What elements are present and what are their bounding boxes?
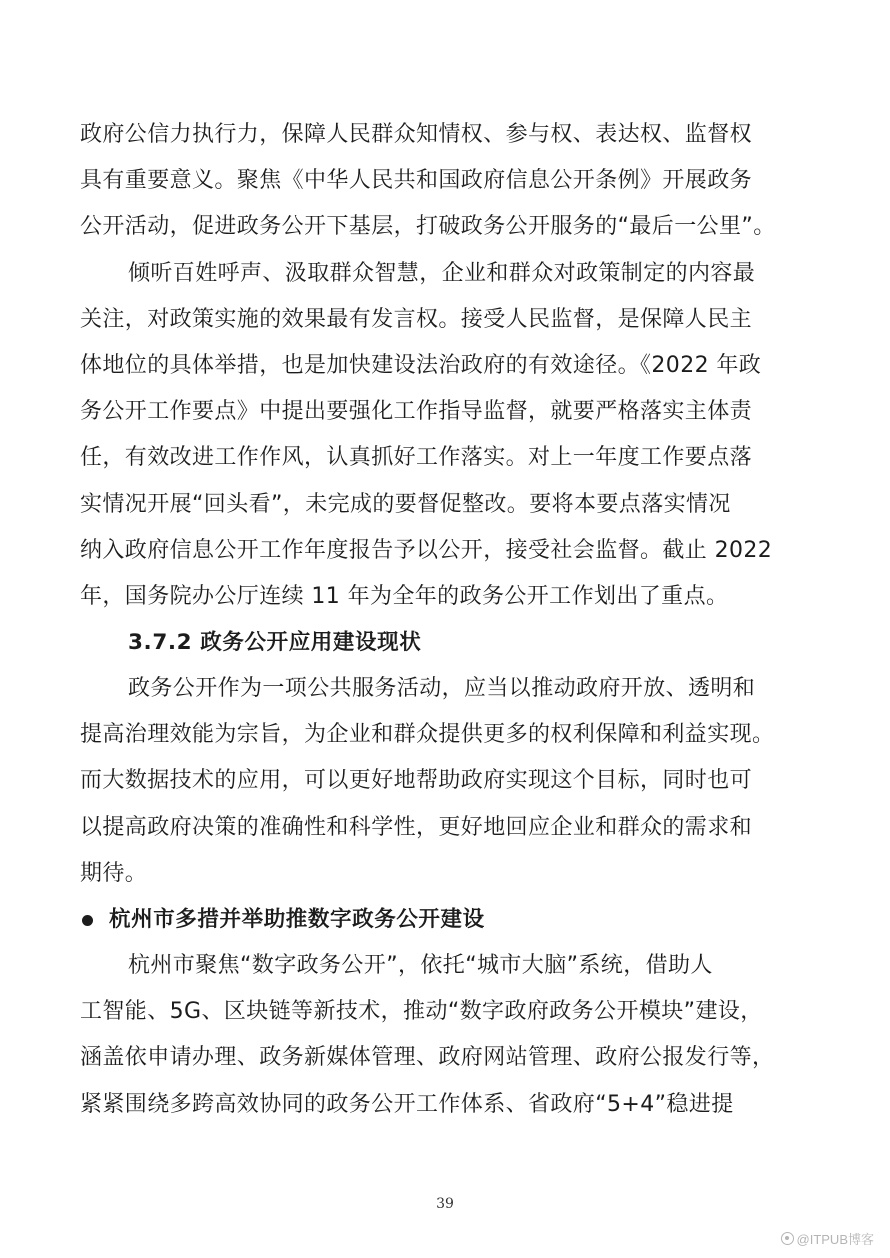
text-line: 以提高政府决策的准确性和科学性，更好地回应企业和群众的需求和 — [80, 814, 753, 840]
paragraph-1 — [80, 112, 800, 251]
text-line: 政府公信力执行力，保障人民群众知情权、参与权、表达权、监督权 — [80, 122, 753, 147]
document-body — [80, 112, 800, 1128]
text-line: 体地位的具体举措，也是加快建设法治政府的有效途径。《2022 年政 — [80, 352, 762, 378]
text-line: 杭州市聚焦“数字政务公开”，依托“城市大脑”系统，借助人 — [128, 953, 713, 978]
section-heading: 3.7.2 政务公开应用建设现状 — [128, 630, 422, 656]
bullet-heading-text: 杭州市多措并举助推数字政务公开建设 — [109, 907, 485, 932]
text-line: 政务公开作为一项公共服务活动，应当以推动政府开放、透明和 — [128, 676, 756, 702]
text-line: 纳入政府信息公开工作年度报告予以公开，接受社会监督。截止 2022 — [80, 537, 773, 563]
text-line: 工智能、5G、区块链等新技术，推动“数字政府政务公开模块”建设， — [80, 999, 763, 1025]
text-line: 提高治理效能为宗旨，为企业和群众提供更多的权利保障和利益实现。 — [80, 722, 775, 748]
text-line: 期待。 — [80, 860, 148, 886]
text-line: 任，有效改进工作作风，认真抓好工作落实。对上一年度工作要点落 — [80, 445, 753, 471]
text-line: 倾听百姓呼声、汲取群众智慧，企业和群众对政策制定的内容最 — [128, 260, 756, 286]
circle-logo-icon — [781, 1232, 794, 1245]
text-line: 而大数据技术的应用，可以更好地帮助政府实现这个目标，同时也可 — [80, 768, 753, 794]
bullet-dot-icon — [82, 915, 93, 926]
text-line: 关注，对政策实施的效果最有发言权。接受人民监督，是保障人民主 — [80, 306, 753, 332]
watermark-text: @ITPUB博客 — [796, 1232, 874, 1247]
text-line: 紧紧围绕多跨高效协同的政务公开工作体系、省政府“5+4”稳进提 — [80, 1091, 734, 1117]
text-line: 具有重要意义。聚焦《中华人民共和国政府信息公开条例》开展政务 — [80, 168, 753, 194]
paragraph-3 — [80, 666, 800, 897]
text-line: 年，国务院办公厅连续 11 年为全年的政务公开工作划出了重点。 — [80, 583, 729, 609]
text-line: 涵盖依申请办理、政务新媒体管理、政府网站管理、政府公报发行等， — [80, 1045, 775, 1071]
text-line: 公开活动，促进政务公开下基层，打破政务公开服务的“最后一公里”。 — [80, 214, 776, 240]
paragraph-2 — [80, 251, 800, 621]
paragraph-4 — [80, 943, 800, 1128]
text-line: 务公开工作要点》中提出要强化工作指导监督，就要严格落实主体责 — [80, 399, 753, 425]
text-line: 实情况开展“回头看”，未完成的要督促整改。要将本要点落实情况 — [80, 491, 731, 517]
bullet-heading — [80, 897, 800, 943]
page-number: 39 — [436, 1196, 454, 1212]
watermark — [781, 1229, 874, 1248]
